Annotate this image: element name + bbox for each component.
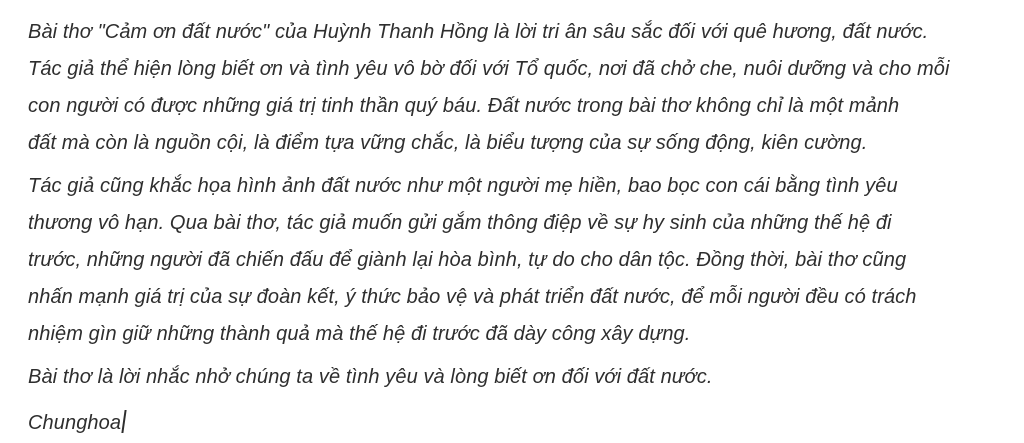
signature-text: Chunghoa [28, 412, 122, 434]
text-line: nhiệm gìn giữ những thành quả mà thế hệ đi trước đã dày công xây dựng. [28, 323, 691, 345]
signature-line [28, 405, 1006, 442]
text-line: con người có được những giá trị tinh thần quý báu. Đất nước trong bài thơ không chỉ là một mảnh [28, 95, 900, 117]
text-line: Tác giả thể hiện lòng biết ơn và tình yêu vô bờ đối với Tổ quốc, nơi đã chở che, nuôi dưỡng và cho mỗi [28, 58, 950, 80]
paragraph [28, 359, 1006, 396]
text-cursor [121, 410, 126, 433]
text-line: Bài thơ "Cảm ơn đất nước" của Huỳnh Thanh Hồng là lời tri ân sâu sắc đối với quê hương, đất nước. [28, 21, 929, 43]
text-line: Bài thơ là lời nhắc nhở chúng ta về tình yêu và lòng biết ơn đối với đất nước. [28, 366, 713, 388]
text-line: thương vô hạn. Qua bài thơ, tác giả muốn gửi gắm thông điệp về sự hy sinh của những thế hệ đi [28, 212, 892, 234]
text-line: đất mà còn là nguồn cội, là điểm tựa vững chắc, là biểu tượng của sự sống động, kiên cường. [28, 132, 868, 154]
paragraph [28, 168, 1006, 353]
paragraph [28, 14, 1006, 162]
text-line: Tác giả cũng khắc họa hình ảnh đất nước như một người mẹ hiền, bao bọc con cái bằng tình yêu [28, 175, 898, 197]
text-line: trước, những người đã chiến đấu để giành lại hòa bình, tự do cho dân tộc. Đồng thời, bài thơ cũng [28, 249, 907, 271]
text-line: nhấn mạnh giá trị của sự đoàn kết, ý thức bảo vệ và phát triển đất nước, để mỗi người đều có trách [28, 286, 917, 308]
paragraph [28, 405, 1006, 442]
